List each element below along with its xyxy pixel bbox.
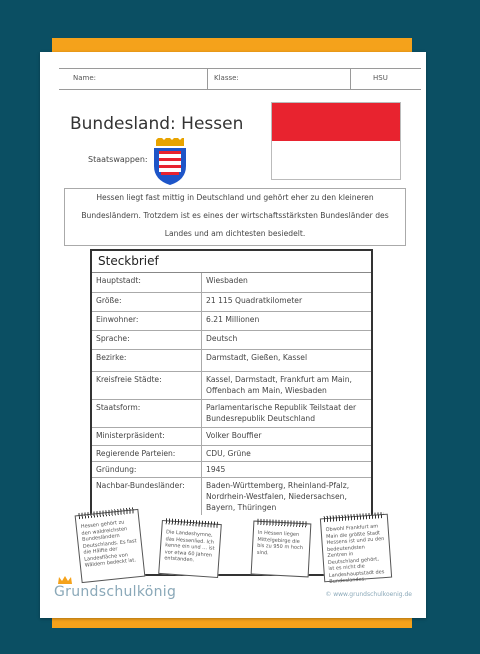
row-key: Einwohner: [92, 311, 202, 330]
fact-note-text: In Hessen liegen Mittelgebirge die bis zu 950 m hoch sind. [256, 529, 304, 556]
flag-red-stripe [272, 103, 400, 141]
steckbrief-heading: Steckbrief [92, 251, 371, 273]
header-bar [59, 68, 421, 90]
name-label: Name: [73, 74, 97, 82]
fact-note [75, 509, 146, 583]
table-row [92, 330, 371, 349]
row-key: Gründung: [92, 461, 202, 477]
spiral-binding [257, 519, 307, 528]
table-row [92, 292, 371, 311]
row-value: Baden-Württemberg, Rheinland-Pfalz, Nordrhein-Westfalen, Niedersachsen, Bayern, Thüringen [206, 480, 350, 512]
flag-white-stripe [272, 141, 400, 179]
website-url: © www.grundschulkoenig.de [325, 591, 412, 598]
row-key: Regierende Parteien: [92, 445, 202, 461]
subject-label: HSU [373, 74, 388, 82]
row-key: Kreisfreie Städte: [92, 371, 202, 399]
coat-of-arms-label: Staatswappen: [88, 155, 148, 164]
table-row [92, 427, 371, 445]
row-key: Größe: [92, 292, 202, 311]
row-value: 21 115 Quadratkilometer [202, 292, 372, 311]
hessen-flag [271, 102, 401, 180]
page-title: Bundesland: Hessen [70, 114, 244, 134]
row-key: Ministerpräsident: [92, 427, 202, 445]
row-value: Volker Bouffier [202, 427, 372, 445]
row-value: CDU, Grüne [202, 445, 372, 461]
table-row [92, 371, 371, 399]
coat-of-arms-icon [150, 138, 190, 186]
row-value: Deutsch [202, 330, 372, 349]
row-value: Wiesbaden [202, 273, 372, 292]
fact-note-text: Hessen gehört zu den waldreichsten Bundesländern Deutschlands. Es fast die Hälfte der Landesfläche von Wäldern bedeckt ist. [80, 519, 137, 569]
class-label: Klasse: [214, 74, 239, 82]
table-row [92, 273, 371, 292]
table-row [92, 399, 371, 427]
row-value: Darmstadt, Gießen, Kassel [202, 349, 372, 371]
row-key: Bezirke: [92, 349, 202, 371]
row-key: Hauptstadt: [92, 273, 202, 292]
fact-note [158, 520, 222, 578]
steckbrief-table [92, 273, 371, 515]
table-row [92, 349, 371, 371]
intro-text: Hessen liegt fast mittig in Deutschland und gehört eher zu den kleineren Bundesländern. Trotzdem ist es eines der wirtschaftsstärksten Bundesländer des Landes und am dichtesten besiedelt. [64, 188, 406, 246]
row-key: Staatsform: [92, 399, 202, 427]
row-value: 6.21 Millionen [202, 311, 372, 330]
row-value: Parlamentarische Republik Teilstaat der Bundesrepublik Deutschland [202, 399, 372, 427]
table-row [92, 445, 371, 461]
worksheet [40, 52, 426, 618]
fact-note-text: Obwohl Frankfurt am Main die größte Stadt Hessens ist und zu den bedeutendsten Zentren in Deutschland gehört, ist es nicht die Landeshauptstadt des Bundeslandes. [325, 523, 385, 585]
row-key: Nachbar-Bundesländer: [92, 477, 202, 515]
row-value: 1945 [202, 461, 372, 477]
row-value: Kassel, Darmstadt, Frankfurt am Main, Offenbach am Main, Wiesbaden [202, 371, 372, 399]
fact-note [320, 514, 392, 583]
row-key: Sprache: [92, 330, 202, 349]
fact-note-text: Die Landeshymne, das Hessenlied. Ich kenne ein und ... ist vor etwa 60 Jahren entstanden. [164, 529, 215, 564]
fact-note [251, 521, 312, 578]
table-row [92, 461, 371, 477]
table-row [92, 311, 371, 330]
crown-icon [58, 576, 72, 584]
brand-logo-text: Grundschulkönig [54, 584, 177, 600]
